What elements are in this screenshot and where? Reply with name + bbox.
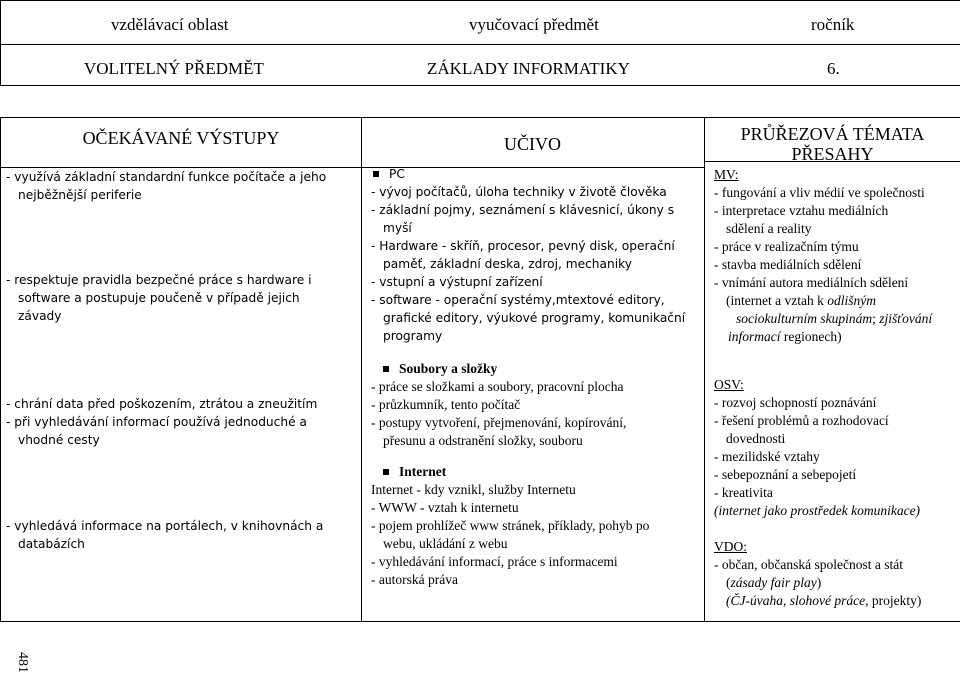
curriculum-line: - autorská práva	[371, 572, 458, 587]
label-subject: vyučovací předmět	[469, 15, 599, 34]
column-divider	[704, 118, 705, 621]
value-subject: ZÁKLADY INFORMATIKY	[427, 59, 630, 78]
curriculum-line: - průzkumník, tento počítač	[371, 397, 521, 412]
outcome-line: databázích	[18, 537, 85, 551]
curriculum-line: Internet - kdy vznikl, služby Internetu	[371, 482, 576, 497]
section-files-title: Soubory a složky	[371, 360, 701, 378]
curriculum-internet	[371, 463, 701, 589]
curriculum-line: - postupy vytvoření, přejmenování, kopírování,	[371, 415, 627, 430]
theme-line: sdělení a reality	[726, 221, 812, 236]
theme-line: - interpretace vztahu mediálních	[714, 203, 889, 218]
header-table	[0, 0, 960, 86]
curriculum-files	[371, 360, 701, 450]
page-number: 481	[15, 652, 30, 673]
outcome-line: - chrání data před poškozením, ztrátou a zneužitím	[6, 397, 318, 411]
curriculum-line: - práce se složkami a soubory, pracovní plocha	[371, 379, 624, 394]
square-bullet-icon	[373, 171, 379, 177]
curriculum-line: - vývoj počítačů, úloha techniky v životě člověka	[371, 185, 667, 199]
theme-line: - práce v realizačním týmu	[714, 239, 859, 254]
curriculum-table	[0, 117, 960, 622]
curriculum-line: - WWW - vztah k internetu	[371, 500, 519, 515]
square-bullet-icon	[383, 366, 389, 372]
osv-title: OSV:	[714, 377, 744, 392]
value-grade: 6.	[827, 59, 840, 78]
square-bullet-icon	[383, 469, 389, 475]
outcome-line: nejběžnější periferie	[18, 188, 142, 202]
outcome-line: vhodné cesty	[18, 433, 100, 447]
outcomes-block-3	[6, 395, 358, 449]
outcomes-block-1	[6, 168, 358, 204]
theme-line: dovednosti	[726, 431, 786, 446]
curriculum-line: grafické editory, výukové programy, komunikační	[383, 311, 686, 325]
theme-line: - sebepoznání a sebepojetí	[714, 467, 857, 482]
mv-title: MV:	[714, 167, 739, 182]
theme-line: sociokulturním skupinám; zjišťování	[736, 311, 933, 326]
theme-line: - stavba mediálních sdělení	[714, 257, 862, 272]
curriculum-line: programy	[383, 329, 443, 343]
label-area: vzdělávací oblast	[111, 15, 229, 34]
curriculum-line: přesunu a odstranění složky, souboru	[383, 433, 583, 448]
section-internet-title: Internet	[371, 463, 701, 481]
column-title-themes	[704, 124, 960, 164]
header-divider	[1, 44, 960, 45]
value-area: VOLITELNÝ PŘEDMĚT	[84, 59, 264, 78]
column-title-outcomes: OČEKÁVANÉ VÝSTUPY	[82, 128, 280, 148]
column-title-curriculum: UČIVO	[504, 134, 561, 154]
column-divider	[361, 118, 362, 621]
theme-line: (ČJ-úvaha, slohové práce, projekty)	[726, 593, 922, 608]
vdo-title: VDO:	[714, 539, 747, 554]
outcome-line: - při vyhledávání informací používá jednoduché a	[6, 415, 307, 429]
themes-osv	[714, 376, 959, 520]
theme-line: (internet a vztah k odlišným	[726, 293, 876, 308]
theme-line: (zásady fair play)	[726, 575, 822, 590]
outcomes-block-2	[6, 271, 358, 325]
curriculum-line: - pojem prohlížeč www stránek, příklady, pohyb po	[371, 518, 650, 533]
outcome-line: - respektuje pravidla bezpečné práce s hardware i	[6, 273, 312, 287]
curriculum-line: webu, ukládání z webu	[383, 536, 508, 551]
curriculum-line: - vstupní a výstupní zařízení	[371, 275, 543, 289]
curriculum-line: myší	[383, 221, 412, 235]
theme-line: (internet jako prostředek komunikace)	[714, 503, 921, 518]
theme-line: - vnímání autora mediálních sdělení	[714, 275, 909, 290]
curriculum-line: - základní pojmy, seznámení s klávesnicí, úkony s	[371, 203, 675, 217]
themes-vdo	[714, 538, 959, 610]
theme-line: - fungování a vliv médií ve společnosti	[714, 185, 925, 200]
theme-line: - kreativita	[714, 485, 773, 500]
outcome-line: závady	[18, 309, 62, 323]
theme-line: - občan, občanská společnost a stát	[714, 557, 903, 572]
theme-line: - řešení problémů a rozhodovací	[714, 413, 889, 428]
outcome-line: software a postupuje poučeně v případě jejich	[18, 291, 300, 305]
outcome-line: - vyhledává informace na portálech, v knihovnách a	[6, 519, 324, 533]
themes-mv	[714, 166, 959, 346]
theme-line: - mezilidské vztahy	[714, 449, 820, 464]
curriculum-line: - software - operační systémy,mtextové editory,	[371, 293, 665, 307]
curriculum-line: - vyhledávání informací, práce s informacemi	[371, 554, 618, 569]
theme-line: informací regionech)	[728, 329, 842, 344]
outcome-line: - využívá základní standardní funkce počítače a jeho	[6, 170, 327, 184]
section-pc-title: PC	[371, 165, 701, 183]
curriculum-line: paměť, základní deska, zdroj, mechaniky	[383, 257, 632, 271]
themes-title-line1: PRŮŘEZOVÁ TÉMATA	[740, 124, 925, 144]
theme-line: - rozvoj schopností poznávání	[714, 395, 877, 410]
outcomes-block-4	[6, 517, 358, 553]
curriculum-line: - Hardware - skříň, procesor, pevný disk, operační	[371, 239, 675, 253]
themes-title-line2: PŘESAHY	[791, 144, 874, 164]
curriculum-pc	[371, 165, 701, 345]
label-grade: ročník	[811, 15, 855, 34]
